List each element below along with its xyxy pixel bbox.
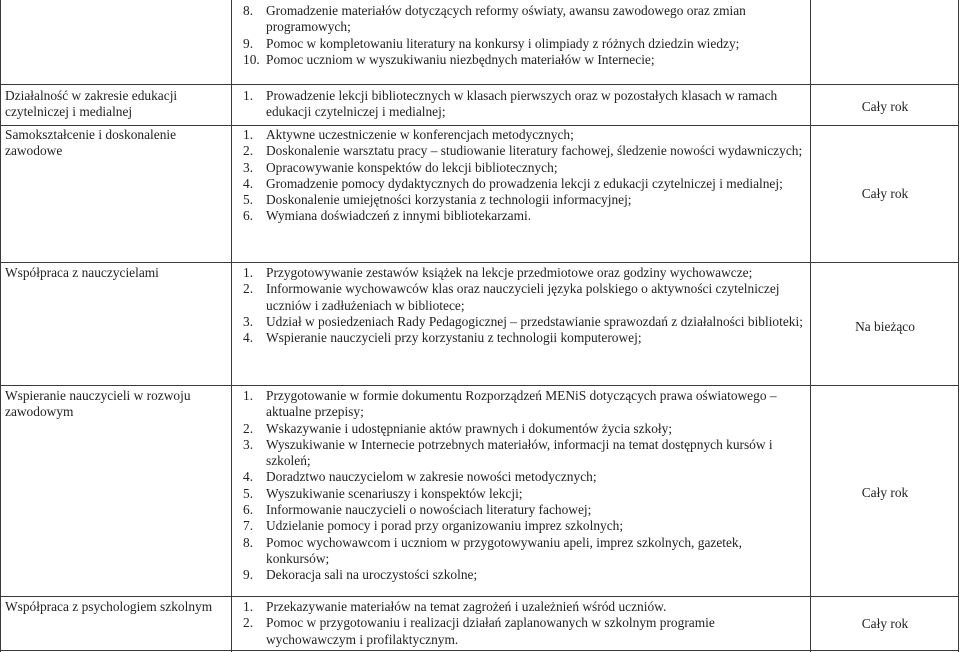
- item-number: 2.: [243, 615, 254, 631]
- item-text: Prowadzenie lekcji bibliotecznych w klasach pierwszych oraz w pozostałych klasach w ramach edukacji czytelniczej i medialnej;: [266, 88, 778, 120]
- row-divider-3: [0, 262, 959, 263]
- item-number: 5.: [243, 192, 254, 208]
- item-number: 9.: [243, 35, 254, 51]
- area-cell: Samokształcenie i doskonalenie zawodowe: [5, 127, 177, 159]
- item-number: 3.: [243, 436, 254, 452]
- item-number: 3.: [243, 159, 254, 175]
- term-cell: Cały rok: [861, 485, 909, 500]
- item-text: Pomoc wychowawcom i uczniom w przygotowywaniu apeli, imprez szkolnych, gazetek, konkursów;: [266, 534, 742, 566]
- item-number: 1.: [243, 88, 254, 103]
- item-number: 4.: [243, 469, 254, 485]
- item-text: Wyszukiwanie scenariuszy i konspektów lekcji;: [266, 485, 523, 501]
- col-divider-2: [231, 0, 232, 652]
- col-divider-1: [0, 0, 1, 652]
- item-number: 8.: [243, 534, 254, 550]
- item-number: 6.: [243, 208, 254, 224]
- area-cell: Działalność w zakresie edukacji czytelniczej i medialnej: [5, 88, 178, 120]
- item-number: 10.: [243, 51, 260, 67]
- item-number: 2.: [243, 420, 254, 436]
- list-item: [236, 388, 808, 421]
- col-divider-3: [810, 0, 811, 652]
- activity-cell: [236, 3, 808, 68]
- list-item: [236, 437, 808, 470]
- list-item: [236, 599, 808, 615]
- item-text: Wyszukiwanie w Internecie potrzebnych materiałów, informacji na temat dostępnych kursów i szkoleń;: [266, 436, 773, 469]
- item-text: Udzielanie pomocy i porad przy organizowaniu imprez szkolnych;: [266, 518, 624, 534]
- item-number: 8.: [243, 3, 254, 18]
- item-number: 1.: [243, 127, 254, 142]
- term-cell: Cały rok: [861, 186, 909, 201]
- list-item: [236, 615, 808, 648]
- item-text: Pomoc uczniom w wyszukiwaniu niezbędnych materiałów w Internecie;: [266, 51, 655, 67]
- item-number: 1.: [243, 265, 254, 280]
- item-number: 4.: [243, 330, 254, 346]
- item-text: Doskonalenie umiejętności korzystania z technologii informacyjnej;: [266, 192, 632, 208]
- term-cell: Na bieżąco: [855, 319, 915, 334]
- list-item: [236, 88, 808, 121]
- area-cell: Wspieranie nauczycieli w rozwoju zawodowym: [5, 388, 191, 420]
- item-text: Doradztwo nauczycielom w zakresie nowości metodycznych;: [266, 469, 597, 485]
- item-text: Pomoc w kompletowaniu literatury na konkursy i olimpiady z różnych dziedzin wiedzy;: [266, 35, 740, 51]
- activity-list: [236, 127, 808, 225]
- activity-list: [236, 388, 808, 584]
- item-text: Dekoracja sali na uroczystości szkolne;: [266, 567, 478, 583]
- term-cell: Cały rok: [861, 616, 909, 631]
- activity-cell: [236, 88, 808, 121]
- item-text: Przekazywanie materiałów na temat zagrożeń i uzależnień wśród uczniów.: [266, 599, 667, 614]
- activity-cell: [236, 388, 808, 584]
- item-number: 9.: [243, 567, 254, 583]
- list-item: [236, 36, 808, 52]
- item-text: Udział w posiedzeniach Rady Pedagogicznej – przedstawianie sprawozdań z działalności biblioteki;: [266, 313, 803, 329]
- item-text: Przygotowanie w formie dokumentu Rozporządzeń MENiS dotyczących prawa oświatowego – aktualne przepisy;: [266, 388, 777, 420]
- list-item: [236, 192, 808, 208]
- row-divider-4: [0, 385, 959, 386]
- item-text: Wspieranie nauczycieli przy korzystaniu z technologii komputerowej;: [266, 330, 642, 346]
- item-text: Wskazywanie i udostępnianie aktów prawnych i dokumentów życia szkoły;: [266, 420, 673, 436]
- activity-list: [236, 265, 808, 346]
- item-number: 2.: [243, 143, 254, 159]
- row-divider-2: [0, 125, 959, 126]
- list-item: [236, 160, 808, 176]
- item-number: 4.: [243, 175, 254, 191]
- item-text: Przygotowywanie zestawów książek na lekcje przedmiotowe oraz godziny wychowawcze;: [266, 265, 753, 280]
- col-divider-4: [958, 0, 959, 652]
- list-item: [236, 486, 808, 502]
- item-text: Wymiana doświadczeń z innymi bibliotekarzami.: [266, 208, 532, 224]
- item-number: 2.: [243, 281, 254, 297]
- list-item: [236, 535, 808, 568]
- activity-cell: [236, 127, 808, 225]
- item-text: Gromadzenie pomocy dydaktycznych do prowadzenia lekcji z edukacji czytelniczej i medialnej;: [266, 175, 783, 191]
- area-cell: Współpraca z psychologiem szkolnym: [5, 599, 213, 614]
- list-item: [236, 127, 808, 143]
- item-number: 6.: [243, 502, 254, 518]
- list-item: [236, 3, 808, 36]
- item-text: Pomoc w przygotowaniu i realizacji działań zaplanowanych w szkolnym programie wychowawczym i profilaktycznym.: [266, 615, 715, 647]
- list-item: [236, 281, 808, 314]
- item-number: 5.: [243, 485, 254, 501]
- row-divider-bottom: [0, 650, 959, 651]
- activity-list: [236, 88, 808, 121]
- item-number: 1.: [243, 599, 254, 614]
- list-item: [236, 176, 808, 192]
- activity-list: [236, 599, 808, 648]
- item-text: Informowanie wychowawców klas oraz nauczycieli języka polskiego o aktywności czytelniczej uczniów i zadłużeniach w bibliotece;: [266, 281, 780, 313]
- item-text: Gromadzenie materiałów dotyczących reformy oświaty, awansu zawodowego oraz zmian programowych;: [266, 3, 746, 35]
- list-item: [236, 330, 808, 346]
- list-item: [236, 502, 808, 518]
- row-divider-5: [0, 596, 959, 597]
- item-number: 3.: [243, 313, 254, 329]
- list-item: [236, 143, 808, 159]
- list-item: [236, 469, 808, 485]
- activity-cell: [236, 265, 808, 346]
- item-number: 1.: [243, 388, 254, 403]
- list-item: [236, 518, 808, 534]
- activity-cell: [236, 599, 808, 648]
- item-text: Informowanie nauczycieli o nowościach literatury fachowej;: [266, 502, 592, 518]
- item-number: 7.: [243, 518, 254, 534]
- list-item: [236, 567, 808, 583]
- list-item: [236, 52, 808, 68]
- term-cell: Cały rok: [861, 99, 909, 114]
- list-item: [236, 208, 808, 224]
- activity-list: [236, 3, 808, 68]
- item-text: Doskonalenie warsztatu pracy – studiowanie literatury fachowej, śledzenie nowości wydawniczych;: [266, 143, 803, 159]
- item-text: Opracowywanie konspektów do lekcji bibliotecznych;: [266, 159, 558, 175]
- list-item: [236, 265, 808, 281]
- list-item: [236, 421, 808, 437]
- item-text: Aktywne uczestniczenie w konferencjach metodycznych;: [266, 127, 574, 142]
- row-divider-1: [0, 84, 959, 85]
- list-item: [236, 314, 808, 330]
- area-cell: Współpraca z nauczycielami: [5, 265, 159, 280]
